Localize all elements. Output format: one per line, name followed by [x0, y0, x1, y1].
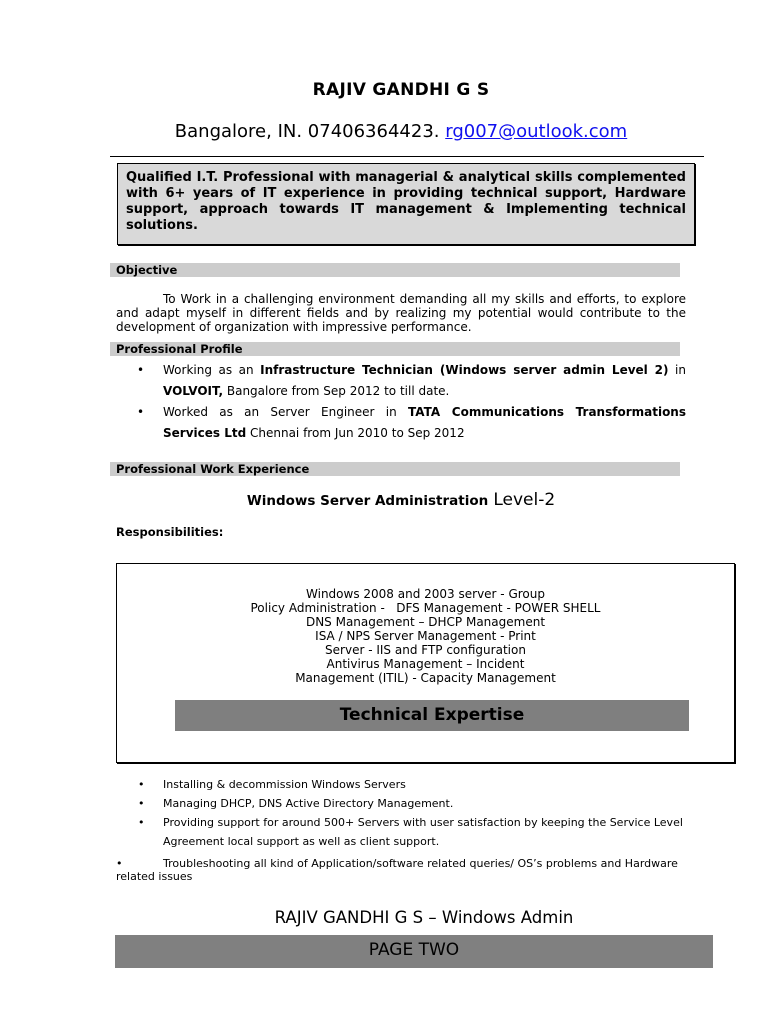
- resp-line: Antivirus Management – Incident: [326, 657, 525, 671]
- role-name: Windows Server Administration: [246, 493, 489, 509]
- responsibilities-lines: [116, 587, 735, 685]
- list-item: [116, 813, 696, 851]
- list-item: [116, 794, 696, 813]
- responsibilities-label: Responsibilities:: [116, 525, 224, 539]
- profile-text: Bangalore from Sep 2012 to till date.: [223, 384, 450, 398]
- profile-company: VOLVOIT,: [163, 384, 224, 398]
- page-label-banner: PAGE TWO: [115, 935, 713, 968]
- profile-list: [116, 360, 686, 444]
- email-link[interactable]: rg007@outlook.com: [445, 121, 628, 142]
- task-text: Managing DHCP, DNS Active Directory Management.: [163, 797, 454, 810]
- header-divider: [110, 156, 704, 157]
- footer-title: RAJIV GANDHI G S – Windows Admin: [274, 908, 574, 927]
- profile-company: TATA Communications Transformations Services Ltd: [163, 405, 686, 440]
- bullet-icon: •: [138, 778, 145, 791]
- technical-expertise-banner: Technical Expertise: [175, 700, 689, 731]
- resp-line: Server - IIS and FTP configuration: [325, 643, 526, 657]
- profile-text: in: [668, 363, 686, 377]
- profile-role: Infrastructure Technician (Windows server admin Level 2): [260, 363, 669, 377]
- role-title: [0, 490, 768, 510]
- bullet-icon: •: [138, 816, 145, 829]
- resp-line: ISA / NPS Server Management - Print: [315, 629, 536, 643]
- task-text: Installing & decommission Windows Servers: [163, 778, 406, 791]
- profile-text: Chennai from Jun 2010 to Sep 2012: [246, 426, 465, 440]
- task-text: Providing support for around 500+ Servers with user satisfaction by keeping the Service Level Agreement local support as well as client support.: [163, 816, 683, 848]
- contact-line: [0, 121, 768, 142]
- resp-line: Windows 2008 and 2003 server - Group: [306, 587, 545, 601]
- objective-body: To Work in a challenging environment demanding all my skills and efforts, to explore and adapt myself in different fields and by realizing my potential would contribute to the development of organization with impressive performance.: [116, 292, 686, 334]
- objective-text: [116, 292, 686, 334]
- task-text: Troubleshooting all kind of Application/software related queries/ OS’s problems and Hardware related issues: [116, 857, 678, 883]
- bullet-icon: •: [137, 405, 145, 419]
- task-list: [116, 775, 696, 851]
- resp-line: Management (ITIL) - Capacity Management: [295, 671, 556, 685]
- contact-text: Bangalore, IN. 07406364423.: [174, 121, 440, 142]
- profile-heading: Professional Profile: [110, 342, 680, 356]
- list-item: [116, 402, 686, 444]
- candidate-name: RAJIV GANDHI G S: [312, 80, 490, 100]
- profile-text: Worked as an Server Engineer in: [163, 405, 408, 419]
- role-level: Level-2: [493, 490, 556, 510]
- list-item: [116, 857, 696, 883]
- profile-text: Working as an: [163, 363, 261, 377]
- bullet-icon: •: [138, 797, 145, 810]
- list-item: [116, 775, 696, 794]
- bullet-icon: •: [116, 857, 123, 870]
- resp-line: Policy Administration - DFS Management - POWER SHELL: [250, 601, 601, 615]
- summary-box: Qualified I.T. Professional with managerial & analytical skills complemented with 6+ years of IT experience in providing technical support, Hardware support, approach towards IT management & Implementing technical solutions.: [117, 163, 695, 245]
- objective-heading: Objective: [110, 263, 680, 277]
- resp-line: DNS Management – DHCP Management: [305, 615, 546, 629]
- list-item: [116, 360, 686, 402]
- bullet-icon: •: [137, 363, 145, 377]
- experience-heading: Professional Work Experience: [110, 462, 680, 476]
